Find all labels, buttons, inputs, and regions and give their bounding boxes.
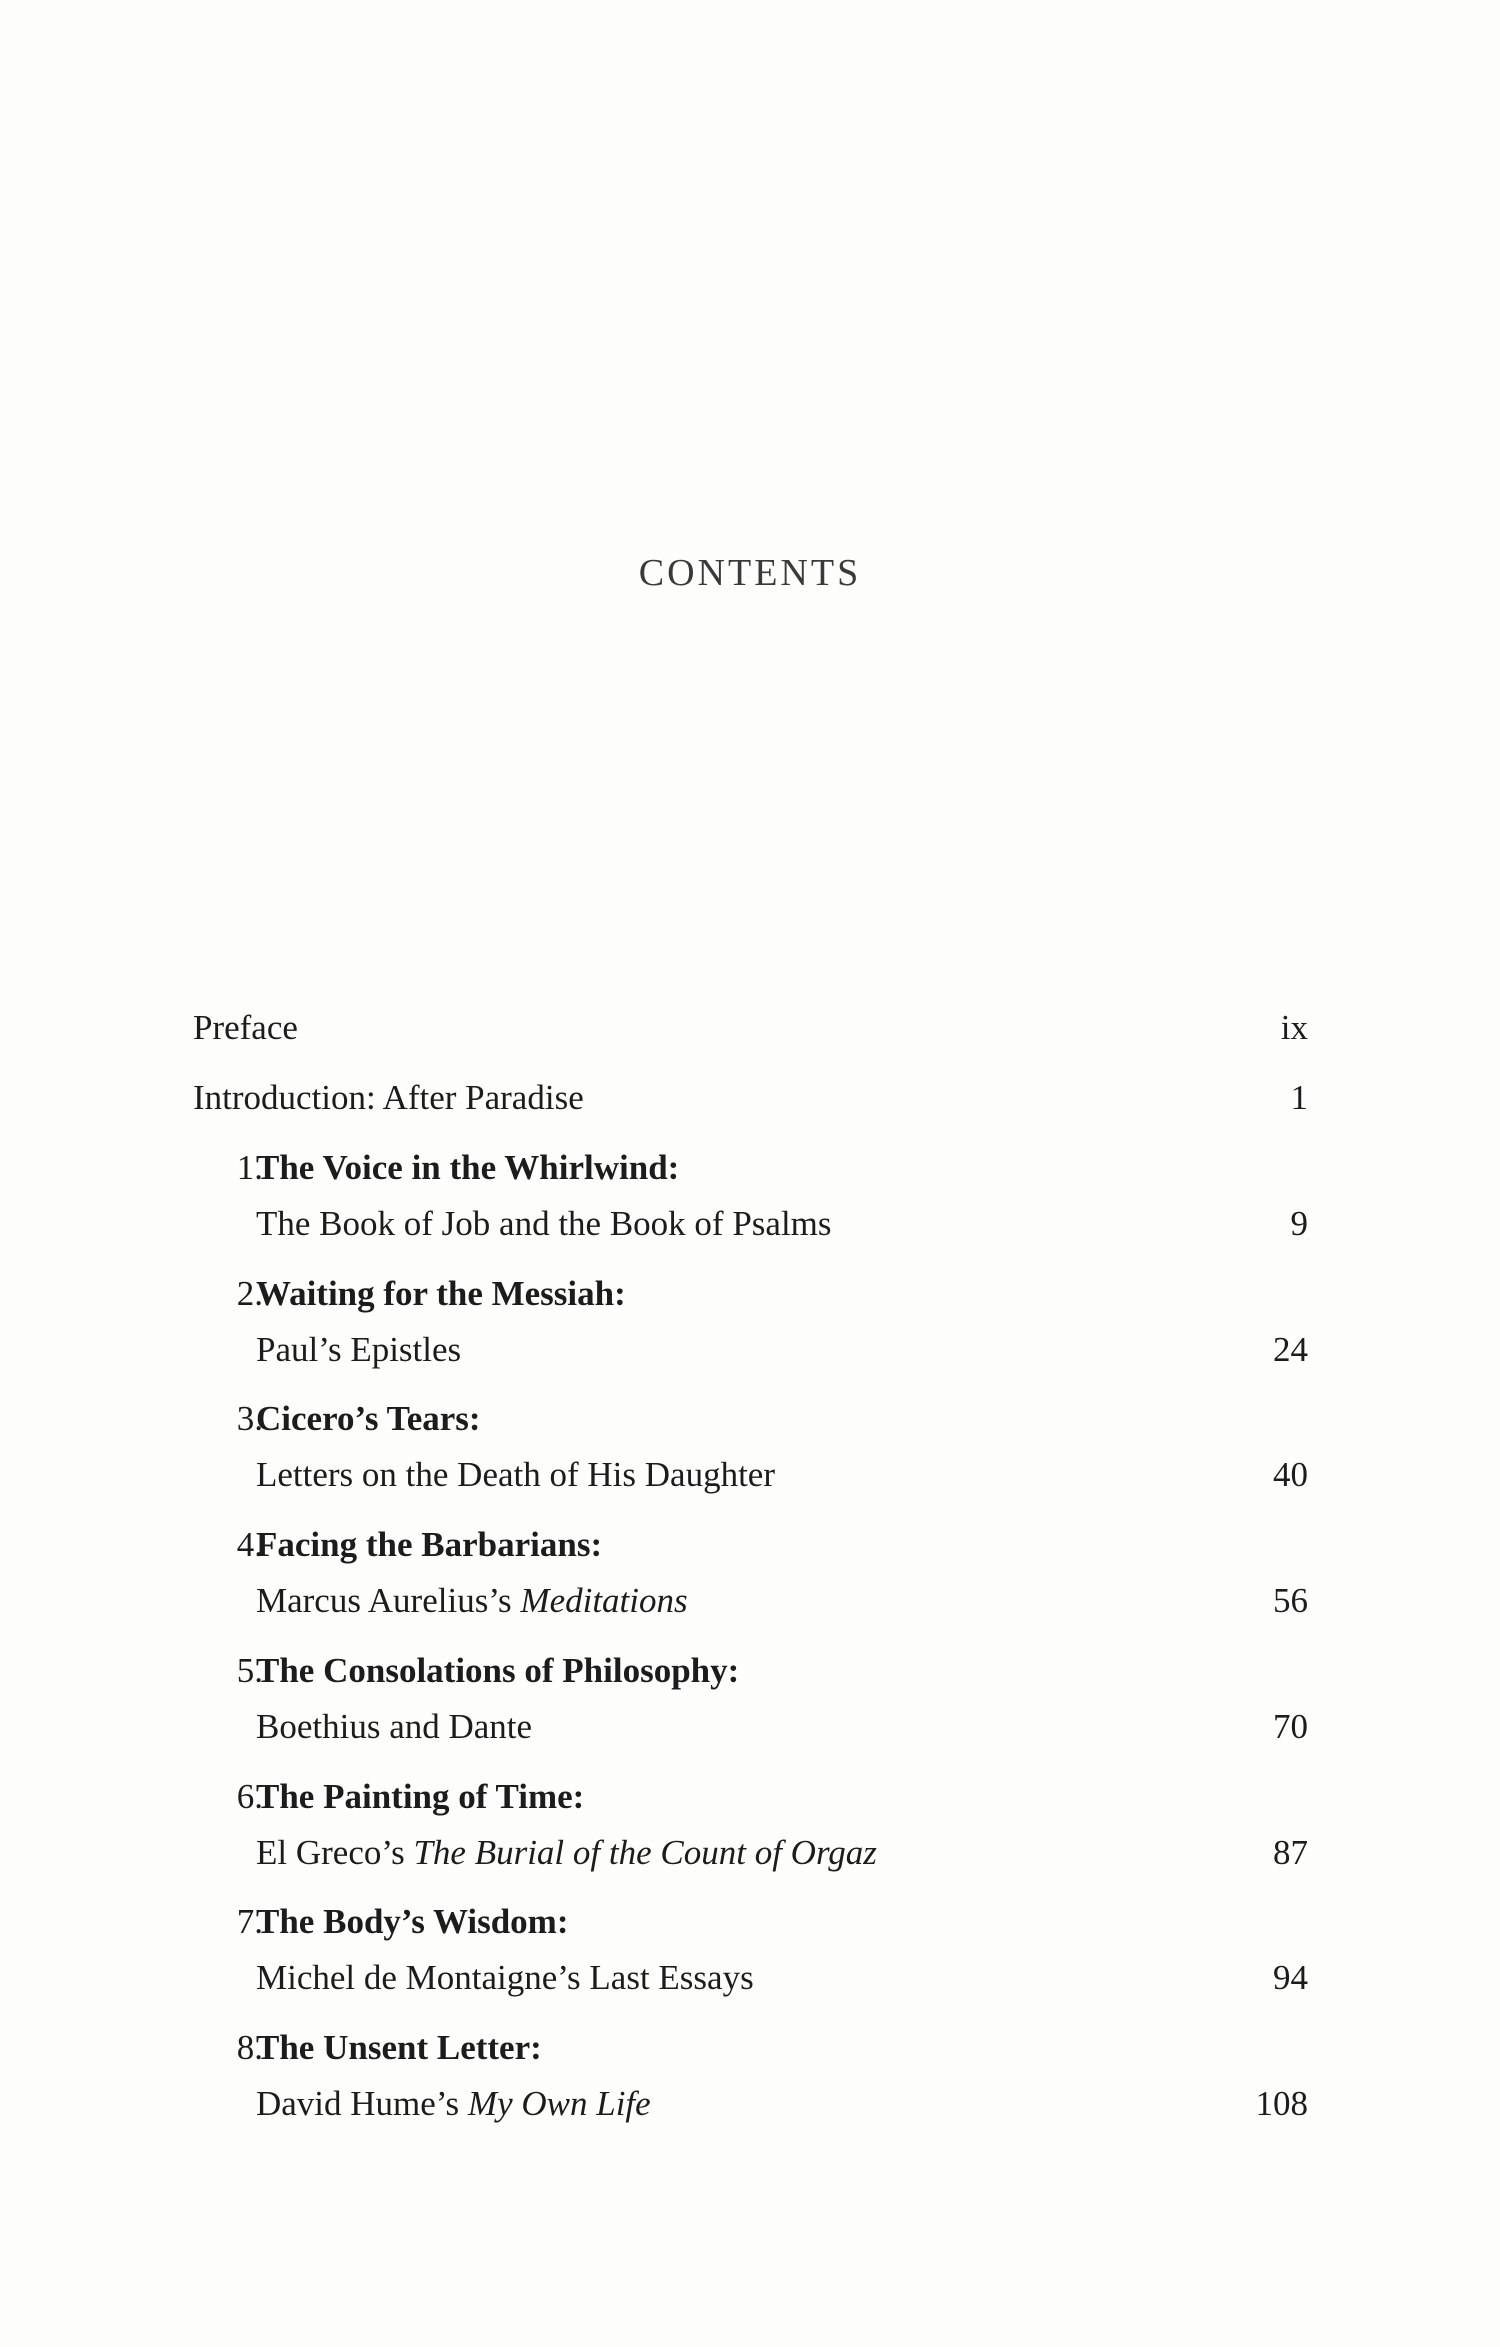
toc-page-number: 40 <box>1273 1455 1308 1494</box>
chapter-subtitle <box>256 1956 754 2000</box>
chapter-number: 3. <box>236 1399 263 1438</box>
subtitle-text: Marcus Aurelius’s <box>256 1581 521 1620</box>
toc-entry-preface: Preface <box>193 1008 298 1047</box>
chapter-subtitle <box>256 1705 532 1749</box>
toc-page-number: 1 <box>1290 1078 1308 1117</box>
subtitle-work-title: The Burial of the Count of Orgaz <box>413 1833 877 1872</box>
chapter-title: The Consolations of Philosophy: <box>256 1651 740 1690</box>
chapter-number: 5. <box>236 1651 263 1690</box>
subtitle-text: David Hume’s <box>256 2084 468 2123</box>
toc-page-number: 94 <box>1273 1958 1308 1997</box>
chapter-subtitle <box>256 1202 832 1246</box>
chapter-number: 6. <box>236 1777 263 1816</box>
chapter-title: The Voice in the Whirlwind: <box>256 1148 680 1187</box>
chapter-number: 1. <box>236 1148 263 1187</box>
chapter-subtitle <box>256 1579 688 1623</box>
chapter-number: 8. <box>236 2028 263 2067</box>
subtitle-text: Letters on the Death of His Daughter <box>256 1455 776 1494</box>
chapter-number: 2. <box>236 1274 263 1313</box>
chapter-subtitle <box>256 1328 461 1372</box>
subtitle-work-title: My Own Life <box>467 2084 651 2123</box>
toc-page-number: 24 <box>1273 1330 1308 1369</box>
chapter-subtitle <box>256 2082 651 2126</box>
chapter-subtitle <box>256 1831 877 1875</box>
chapter-title: The Painting of Time: <box>256 1777 585 1816</box>
chapter-subtitle <box>256 1453 775 1497</box>
subtitle-text: Paul’s Epistles <box>256 1330 462 1369</box>
subtitle-text: El Greco’s <box>256 1833 414 1872</box>
toc-page-number: 70 <box>1273 1707 1308 1746</box>
toc-page-number: 87 <box>1273 1833 1308 1872</box>
subtitle-text: Boethius and Dante <box>256 1707 533 1746</box>
subtitle-text: The Book of Job and the Book of Psalms <box>256 1204 832 1243</box>
chapter-title: Waiting for the Messiah: <box>256 1274 626 1313</box>
toc-page-number: 56 <box>1273 1581 1308 1620</box>
toc-page-number: ix <box>1280 1008 1308 1047</box>
subtitle-text: Michel de Montaigne’s Last Essays <box>256 1958 754 1997</box>
chapter-title: The Unsent Letter: <box>256 2028 542 2067</box>
subtitle-work-title: Meditations <box>520 1581 688 1620</box>
toc-entry-introduction: Introduction: After Paradise <box>193 1078 584 1117</box>
chapter-number: 4. <box>236 1525 263 1564</box>
toc-page-number: 108 <box>1255 2084 1308 2123</box>
chapter-number: 7. <box>236 1902 263 1941</box>
chapter-title: Facing the Barbarians: <box>256 1525 603 1564</box>
chapter-title: Cicero’s Tears: <box>256 1399 481 1438</box>
toc-page-number: 9 <box>1290 1204 1308 1243</box>
chapter-title: The Body’s Wisdom: <box>256 1902 569 1941</box>
page-title: CONTENTS <box>638 552 862 594</box>
